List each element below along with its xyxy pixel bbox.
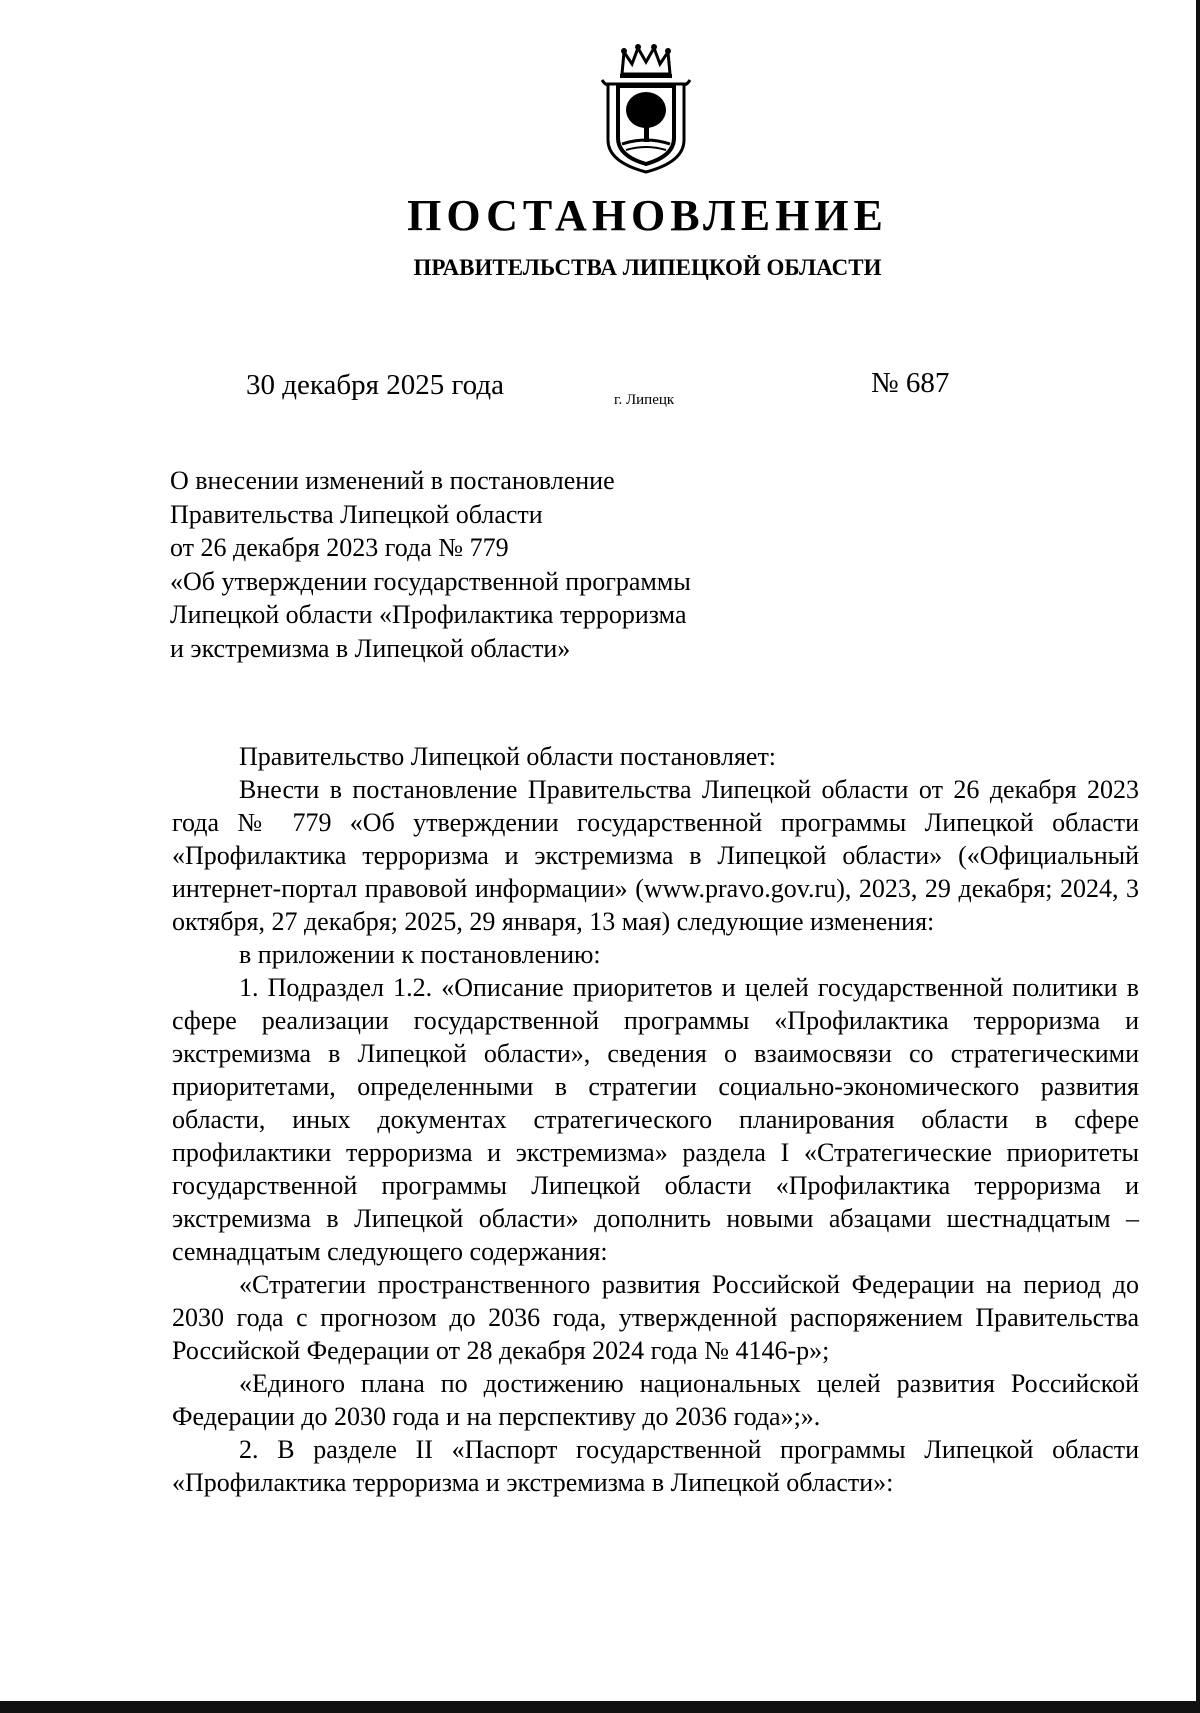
scan-edge-right: [1196, 0, 1200, 1713]
body-paragraph: в приложении к постановлению:: [239, 940, 601, 969]
body-paragraph: Правительство Липецкой области постановляет:: [239, 742, 777, 771]
subject-line: Правительства Липецкой области: [170, 499, 543, 529]
body-paragraph: «Единого плана по достижению национальных целей развития Российской Федерации до 2030 года и на перспективу до 2036 года»;».: [172, 1369, 1139, 1431]
document-date: 30 декабря 2025 года: [246, 369, 504, 401]
document-number: № 687: [871, 367, 950, 399]
document-body: [172, 740, 1139, 1499]
subject-line: «Об утверждении государственной программы: [170, 566, 691, 596]
body-paragraph: «Стратегии пространственного развития Российской Федерации на период до 2030 года с прогнозом до 2036 года, утвержденной распоряжением Правительства Российской Федерации от 28 декабря 2024 года № 4146-р»;: [172, 1270, 1139, 1365]
body-paragraph: 2. В разделе II «Паспорт государственной программы Липецкой области «Профилактика терроризма и экстремизма в Липецкой области»:: [172, 1435, 1139, 1497]
document-subject: [170, 464, 810, 665]
subject-line: от 26 декабря 2023 года № 779: [170, 533, 509, 562]
coat-of-arms-icon: [600, 44, 692, 174]
scan-edge-bottom: [0, 1701, 1200, 1713]
body-paragraph: 1. Подраздел 1.2. «Описание приоритетов и целей государственной политики в сфере реализации государственной программы «Профилактика терроризма и экстремизма в Липецкой области», сведения о взаимосвязи со стратегическими приоритетами, определенными в стратегии социально-экономического развития области, иных документах стратегического планирования области в сфере профилактики терроризма и экстремизма» раздела I «Стратегические приоритеты государственной программы Липецкой области «Профилактика терроризма и экстремизма в Липецкой области» дополнить новыми абзацами шестнадцатым – семнадцатым следующего содержания:: [172, 973, 1139, 1266]
body-paragraph: Внести в постановление Правительства Липецкой области от 26 декабря 2023 года № 779 «Об утверждении государственной программы Липецкой области «Профилактика терроризма и экстремизма в Липецкой области» («Официальный интернет-портал правовой информации» (www.pravo.gov.ru), 2023, 29 декабря; 2024, 3 октября, 27 декабря; 2025, 29 января, 13 мая) следующие изменения:: [172, 775, 1139, 936]
subject-line: и экстремизма в Липецкой области»: [170, 633, 571, 663]
subject-line: О внесении изменений в постановление: [170, 466, 615, 495]
document-city: г. Липецк: [614, 392, 675, 408]
document-subtitle: ПРАВИТЕЛЬСТВА ЛИПЕЦКОЙ ОБЛАСТИ: [413, 255, 882, 280]
subject-line: Липецкой области «Профилактика терроризма: [170, 600, 687, 629]
document-title: ПОСТАНОВЛЕНИЕ: [407, 191, 888, 240]
